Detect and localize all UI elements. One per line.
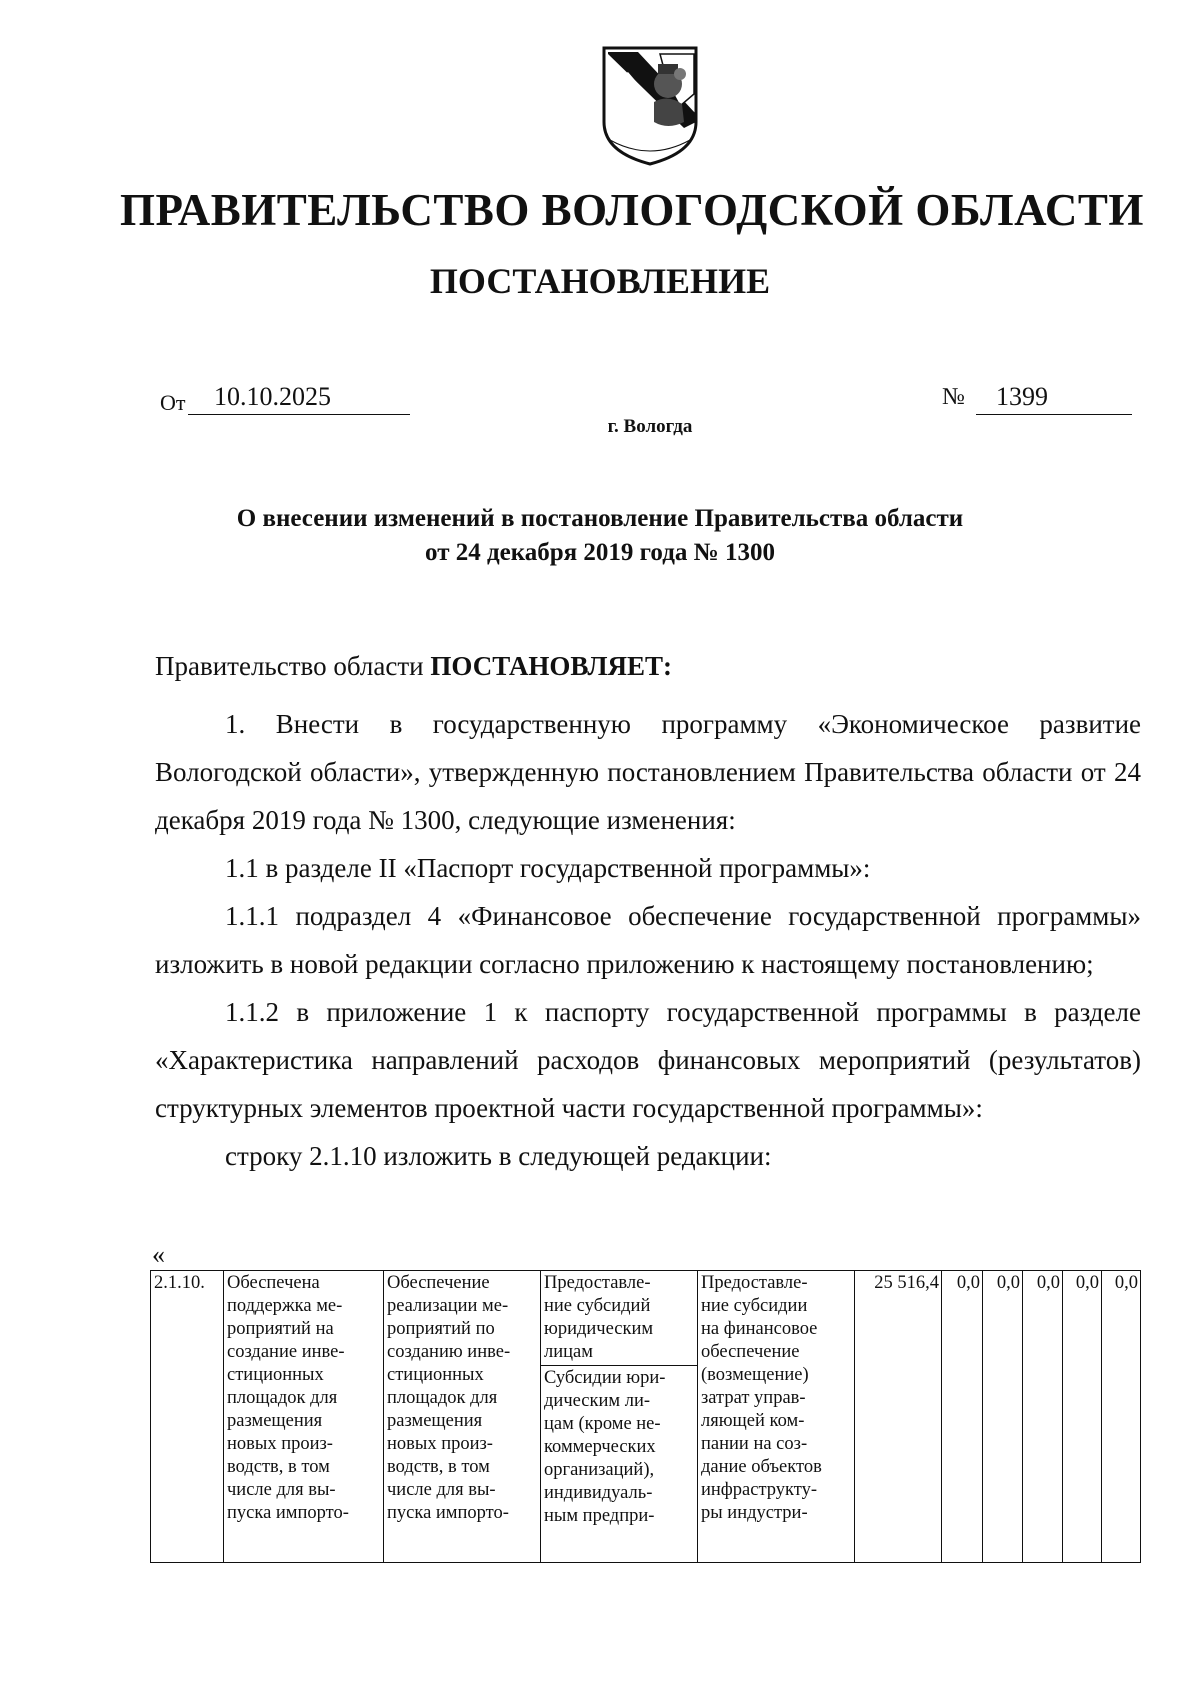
value-cell-4: 0,0 [1063, 1271, 1102, 1563]
description-cell: Предоставле- ние субсидии на финансовое обеспечение (возмещение) затрат управ- ляющей ком- пании на соз- дание объектов инфраструкту- ры индустри- [698, 1271, 855, 1563]
row-code: 2.1.10. [151, 1271, 224, 1563]
subject-line-1: О внесении изменений в постановление Правительства области [236, 505, 964, 532]
date-label: От [160, 390, 186, 415]
body-paragraphs [155, 700, 1141, 1180]
financial-table [150, 1270, 1141, 1563]
value-cell-3: 0,0 [1023, 1271, 1063, 1563]
paragraph-1: 1. Внести в государственную программу «Экономическое развитие Вологодской области», утвержденную постановлением Правительства области от 24 декабря 2019 года № 1300, следующие изменения: [155, 709, 1141, 835]
paragraph-1-1-1: 1.1.1 подраздел 4 «Финансовое обеспечение государственной программы» изложить в новой редакции согласно приложению к настоящему постановлению; [155, 901, 1141, 979]
city: г. Вологда [607, 416, 693, 437]
document-type: ПОСТАНОВЛЕНИЕ [429, 261, 771, 301]
document-number: 1399 [976, 380, 1132, 415]
amount-cell: 25 516,4 [855, 1271, 942, 1563]
document-date: 10.10.2025 [188, 380, 410, 415]
quote-open-mark: « [152, 1240, 165, 1269]
intro-resolves: ПОСТАНОВЛЯЕТ: [430, 651, 672, 681]
number-label: № [942, 384, 965, 410]
expense-direction-bottom: Субсидии юри- дическим ли- цам (кроме не- коммерческих организаций), индивидуаль- ным предпри- [544, 1368, 666, 1526]
measure-cell: Обеспечение реализации ме- роприятий по созданию инве- стиционных площадок для размещения новых произ- водств, в том числе для вы- пуска импорто- [384, 1271, 541, 1563]
expense-direction-cell [541, 1271, 698, 1563]
value-cell-2: 0,0 [983, 1271, 1023, 1563]
intro-text: Правительство области [155, 651, 431, 681]
result-cell: Обеспечена поддержка ме- роприятий на создание инве- стиционных площадок для размещения новых произ- водств, в том числе для вы- пуска импорто- [224, 1271, 384, 1563]
subject-line-2: от 24 декабря 2019 года № 1300 [425, 539, 775, 566]
value-cell-1: 0,0 [942, 1271, 983, 1563]
government-title: ПРАВИТЕЛЬСТВО ВОЛОГОДСКОЙ ОБЛАСТИ [120, 185, 1144, 235]
paragraph-row-instruction: строку 2.1.10 изложить в следующей редакции: [225, 1141, 772, 1171]
coat-of-arms-icon [598, 44, 702, 168]
paragraph-1-1: 1.1 в разделе II «Паспорт государственной программы»: [225, 853, 871, 883]
value-cell-5: 0,0 [1102, 1271, 1141, 1563]
expense-direction-top: Предоставле- ние субсидий юридическим лицам [541, 1271, 697, 1366]
document-subject [150, 502, 1050, 570]
table-row [151, 1271, 1141, 1563]
body-intro [155, 642, 1141, 690]
paragraph-1-1-2: 1.1.2 в приложение 1 к паспорту государственной программы в разделе «Характеристика направлений расходов финансовых мероприятий (результатов) структурных элементов проектной части государственной программы»: [155, 997, 1141, 1123]
